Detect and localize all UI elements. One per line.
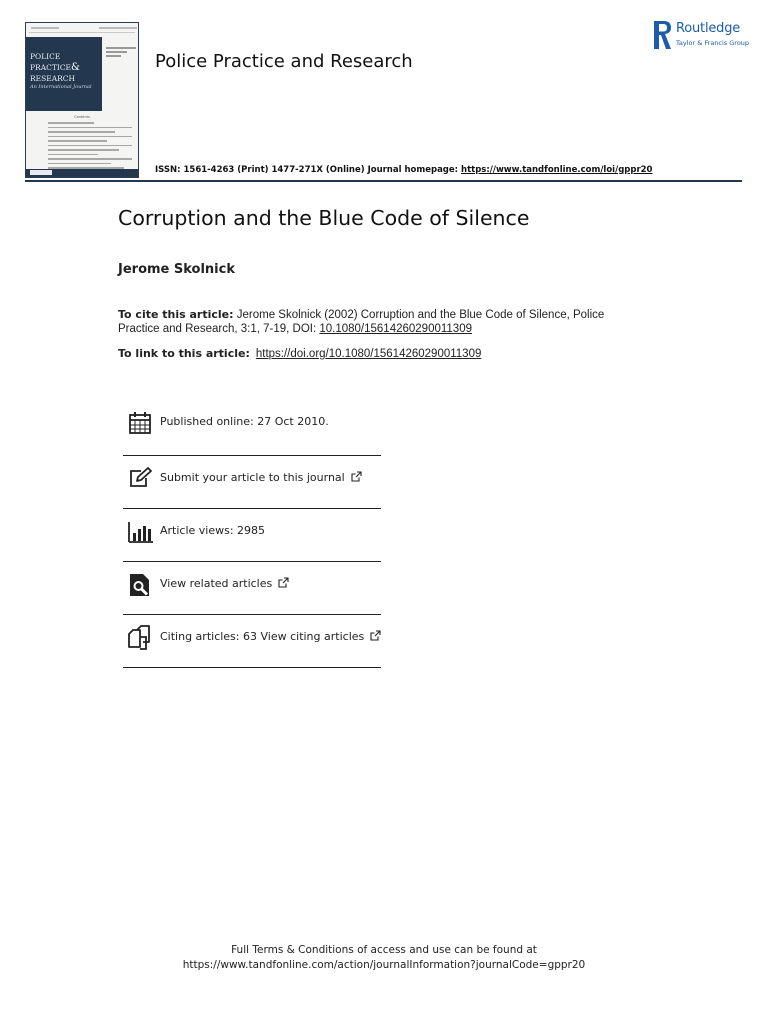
cover-contents-list (48, 122, 132, 176)
terms-url[interactable]: https://www.tandfonline.com/action/journalInformation?journalCode=gppr20 (182, 958, 586, 971)
external-link-icon (370, 630, 381, 641)
article-author: Jerome Skolnick (118, 262, 235, 277)
citing-articles-row[interactable] (123, 615, 381, 668)
cover-side-note (106, 47, 136, 59)
journal-cover-thumbnail (25, 22, 139, 178)
article-metrics-list (123, 400, 381, 668)
article-doi-url-link[interactable]: https://doi.org/10.1080/15614260290011309 (255, 348, 482, 360)
article-views-text: Article views: 2985 (160, 524, 266, 537)
cover-contents-label: Contents (74, 115, 90, 119)
citing-articles-label: Citing articles: 63 View citing articles (160, 630, 365, 643)
routledge-r-icon (654, 21, 672, 49)
external-link-icon (278, 577, 289, 588)
published-online-row (123, 400, 381, 456)
submit-article-link[interactable] (160, 471, 362, 484)
cite-doi-link[interactable]: 10.1080/15614260290011309 (319, 323, 472, 335)
article-views-row (123, 509, 381, 562)
cover-footer-band (26, 169, 138, 177)
edit-pencil-icon (127, 466, 153, 492)
related-articles-label: View related articles (160, 577, 273, 590)
publisher-name: Routledge (676, 21, 741, 36)
cover-subtitle: An International Journal (30, 84, 92, 90)
published-online-text: Published online: 27 Oct 2010. (160, 415, 329, 428)
citation-block (118, 308, 638, 336)
cover-amp: & (71, 62, 80, 73)
external-link-icon (351, 471, 362, 482)
header-rule (25, 180, 742, 182)
publisher-tagline: Taylor & Francis Group (676, 39, 750, 47)
citing-articles-link[interactable] (160, 630, 381, 643)
journal-homepage-link[interactable]: https://www.tandfonline.com/loi/gppr20 (461, 165, 653, 175)
issn-text: ISSN: 1561-4263 (Print) 1477-271X (Online) Journal homepage: (155, 165, 462, 175)
terms-footer (0, 943, 768, 972)
cite-text: Jerome Skolnick (2002) Corruption and the Blue Code of Silence, Police Practice and Research, 3:1, 7-19, DOI: (118, 309, 605, 335)
cover-line-3: RESEARCH (30, 74, 76, 83)
journal-title[interactable]: Police Practice and Research (155, 51, 413, 72)
article-link-line (118, 347, 481, 360)
bar-chart-icon (127, 519, 153, 545)
calendar-icon (127, 410, 153, 436)
cite-label: To cite this article: (118, 308, 234, 321)
submit-article-row[interactable] (123, 456, 381, 509)
publisher-logo (654, 21, 754, 51)
related-articles-row[interactable] (123, 562, 381, 615)
document-search-icon (127, 572, 153, 598)
article-title: Corruption and the Blue Code of Silence (118, 206, 530, 230)
cover-top-strip (29, 26, 135, 33)
citing-documents-icon (127, 625, 153, 651)
terms-text: Full Terms & Conditions of access and use can be found at (231, 944, 537, 956)
cover-line-2: PRACTICE (30, 63, 72, 72)
cover-line-1: POLICE (30, 52, 61, 61)
cover-title-band (26, 37, 102, 111)
related-articles-link[interactable] (160, 577, 289, 590)
submit-article-label: Submit your article to this journal (160, 471, 345, 484)
link-label: To link to this article: (118, 347, 250, 360)
issn-line (155, 165, 652, 175)
